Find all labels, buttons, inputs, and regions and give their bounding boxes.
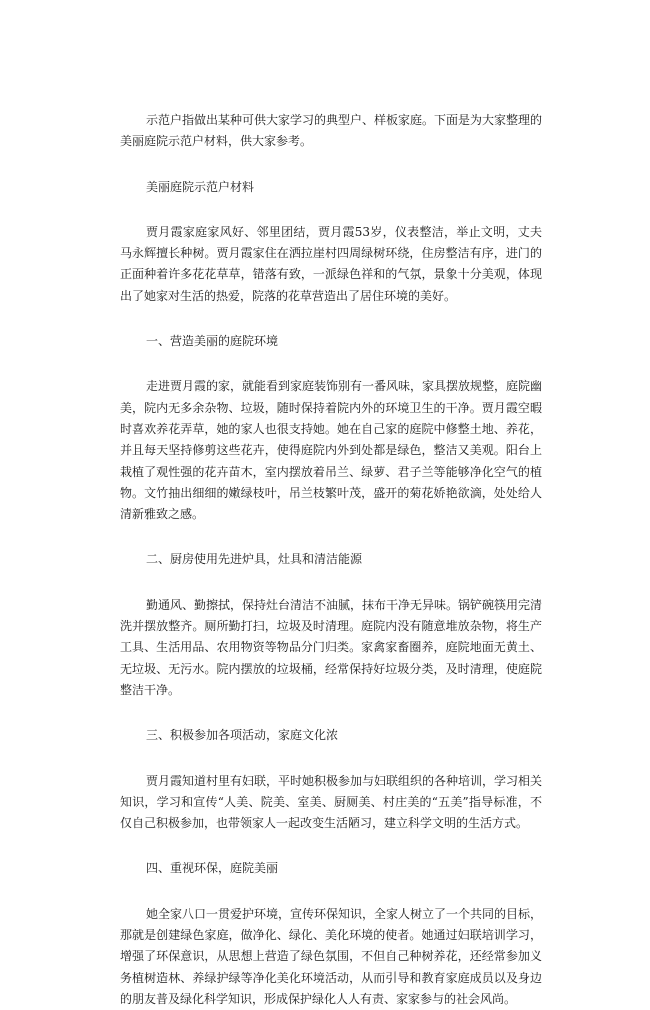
section-4-heading: 四、重视环保，庭院美丽	[146, 861, 279, 876]
section-1-body: 走进贾月霞的家，就能看到家庭装饰别有一番风味，家具摆放规整，庭院幽美，院内无多余杂物、垃圾，随时保持着院内外的环境卫生的干净。贾月霞空暇时喜欢养花弄草，她的家人也很支持她。她在自己家的庭院中修整土地、养花，并且每天坚持修剪这些花卉，使得庭院内外到处都是绿色，整洁又美观。阳台上栽植了观性强的花卉苗木，室内摆放着吊兰、绿萝、君子兰等能够净化空气的植物。文竹抽出细细的嫩绿枝叶，吊兰枝繁叶茂，盛开的菊花娇艳欲滴，处处给人清新雅致之感。	[120, 379, 543, 522]
section-2-heading: 二、厨房使用先进炉具，灶具和清洁能源	[146, 552, 363, 567]
section-1-heading: 一、营造美丽的庭院环境	[146, 334, 279, 349]
intro-paragraph: 示范户指做出某种可供大家学习的典型户、样板家庭。下面是为大家整理的美丽庭院示范户材料，供大家参考。	[120, 113, 543, 149]
document-body	[120, 110, 542, 1010]
section-2-body: 勤通风、勤擦拭，保持灶台清洁不油腻，抹布干净无异味。锅铲碗筷用完清洗并摆放整齐。厕所勤打扫，垃圾及时清理。庭院内没有随意堆放杂物，将生产工具、生活用品、农用物资等物品分门归类。家禽家畜圈养，庭院地面无黄土、无垃圾、无污水。院内摆放的垃圾桶，经常保持好垃圾分类，及时清理，使庭院整洁干净。	[120, 597, 543, 697]
section-4-body: 她全家八口一贯爱护环境，宣传环保知识，全家人树立了一个共同的目标，那就是创建绿色家庭，做净化、绿化、美化环境的使者。她通过妇联培训学习，增强了环保意识，从思想上营造了绿色氛围，不但自己种树养花，还经常参加义务植树造林、养绿护绿等净化美化环境活动，从而引导和教育家庭成员以及身边的朋友普及绿化科学知识，形成保护绿化人人有责、家家参与的社会风尚。	[120, 906, 543, 1006]
document-title: 美丽庭院示范户材料	[146, 179, 255, 194]
section-3-body: 贾月霞知道村里有妇联，平时她积极参加与妇联组织的各种培训，学习相关知识，学习和宣传“人美、院美、室美、厨厕美、村庄美的“五美”指导标准，不仅自己积极参加，也带领家人一起改变生活陋习，建立科学文明的生活方式。	[120, 773, 543, 831]
section-3-heading: 三、积极参加各项活动，家庭文化浓	[146, 728, 339, 743]
paragraph-1: 贾月霞家庭家风好、邻里团结，贾月霞53岁，仪表整洁，举止文明，丈夫马永辉擅长种树。贾月霞家住在洒拉崖村四周绿树环绕，住房整洁有序，进门的正面种着许多花花草草，错落有致，一派绿色祥和的气氛，景象十分美观，体现出了她家对生活的热爱，院落的花草营造出了居住环境的美好。	[120, 224, 542, 303]
